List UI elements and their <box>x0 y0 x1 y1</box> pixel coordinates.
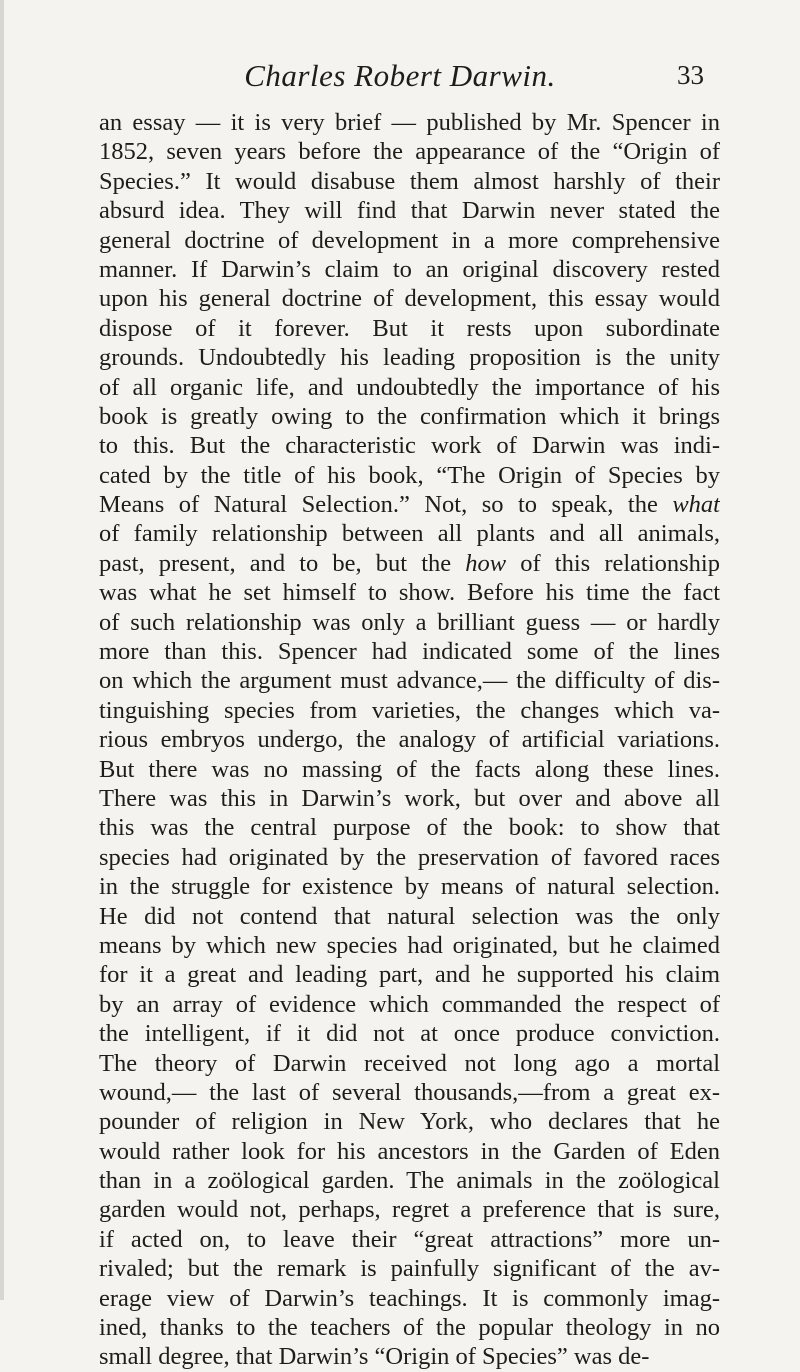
text-line: wound,— the last of several thousands,—from a great ex- <box>99 1078 720 1106</box>
text-line: tinguishing species from varieties, the changes which va- <box>99 696 720 724</box>
text-line: on which the argument must advance,— the difficulty of dis- <box>99 667 720 695</box>
text-line: if acted on, to leave their “great attractions” more un- <box>99 1225 720 1253</box>
text-line: than in a zoölogical garden. The animals in the zoölogical <box>99 1167 720 1195</box>
text-line: He did not contend that natural selection was the only <box>99 902 720 930</box>
text-line: means by which new species had originated, but he claimed <box>99 931 720 959</box>
page-edge <box>0 0 4 1300</box>
text-line: But there was no massing of the facts along these lines. <box>99 755 720 783</box>
text-line: manner. If Darwin’s claim to an original discovery rested <box>99 255 720 283</box>
text-line: dispose of it forever. But it rests upon subordinate <box>99 314 720 342</box>
text-line: species had originated by the preservation of favored races <box>99 843 720 871</box>
text-line: erage view of Darwin’s teachings. It is commonly imag- <box>99 1284 720 1312</box>
running-title: Charles Robert Darwin. <box>244 58 556 93</box>
text-line: pounder of religion in New York, who declares that he <box>99 1108 720 1136</box>
text-line: There was this in Darwin’s work, but over and above all <box>99 784 720 812</box>
text-line: by an array of evidence which commanded the respect of <box>99 990 720 1018</box>
text-line: 1852, seven years before the appearance of the “Origin of <box>99 138 720 166</box>
text-line: ined, thanks to the teachers of the popular theology in no <box>99 1314 720 1342</box>
text-line: was what he set himself to show. Before his time the fact <box>99 579 720 607</box>
text-line: an essay — it is very brief — published by Mr. Spencer in <box>99 109 720 136</box>
text-line: of all organic life, and undoubtedly the importance of his <box>99 373 720 401</box>
text-line: rious embryos undergo, the analogy of artificial variations. <box>99 726 720 754</box>
text-line: this was the central purpose of the book: to show that <box>99 814 720 842</box>
text-line: past, present, and to be, but the how of this relationship <box>99 549 720 577</box>
text-line: Species.” It would disabuse them almost harshly of their <box>99 167 720 195</box>
text-line: cated by the title of his book, “The Origin of Species by <box>99 461 720 489</box>
text-line: would rather look for his ancestors in the Garden of Eden <box>99 1137 720 1165</box>
text-line: in the struggle for existence by means of natural selection. <box>99 873 720 901</box>
page-number: 33 <box>677 60 704 90</box>
text-line: more than this. Spencer had indicated some of the lines <box>99 638 720 666</box>
text-line: general doctrine of development in a more comprehensive <box>99 226 720 254</box>
text-line: of family relationship between all plants and all animals, <box>99 520 720 548</box>
text-line: Means of Natural Selection.” Not, so to speak, the what <box>99 491 720 519</box>
text-line: upon his general doctrine of development, this essay would <box>99 285 720 313</box>
text-line: book is greatly owing to the confirmation which it brings <box>99 402 720 430</box>
body-text <box>99 108 720 1372</box>
text-line: absurd idea. They will find that Darwin never stated the <box>99 197 720 225</box>
text-line: garden would not, perhaps, regret a preference that is sure, <box>99 1196 720 1224</box>
text-line: The theory of Darwin received not long ago a mortal <box>99 1049 720 1077</box>
text-line: to this. But the characteristic work of Darwin was indi- <box>99 432 720 460</box>
text-line: the intelligent, if it did not at once produce conviction. <box>99 1020 720 1048</box>
text-line: of such relationship was only a brilliant guess — or hardly <box>99 608 720 636</box>
text-line: grounds. Undoubtedly his leading proposition is the unity <box>99 344 720 372</box>
running-head <box>0 58 800 98</box>
text-line: rivaled; but the remark is painfully significant of the av- <box>99 1255 720 1283</box>
text-line: for it a great and leading part, and he supported his claim <box>99 961 720 989</box>
text-line: small degree, that Darwin’s “Origin of Species” was de- <box>99 1343 650 1371</box>
